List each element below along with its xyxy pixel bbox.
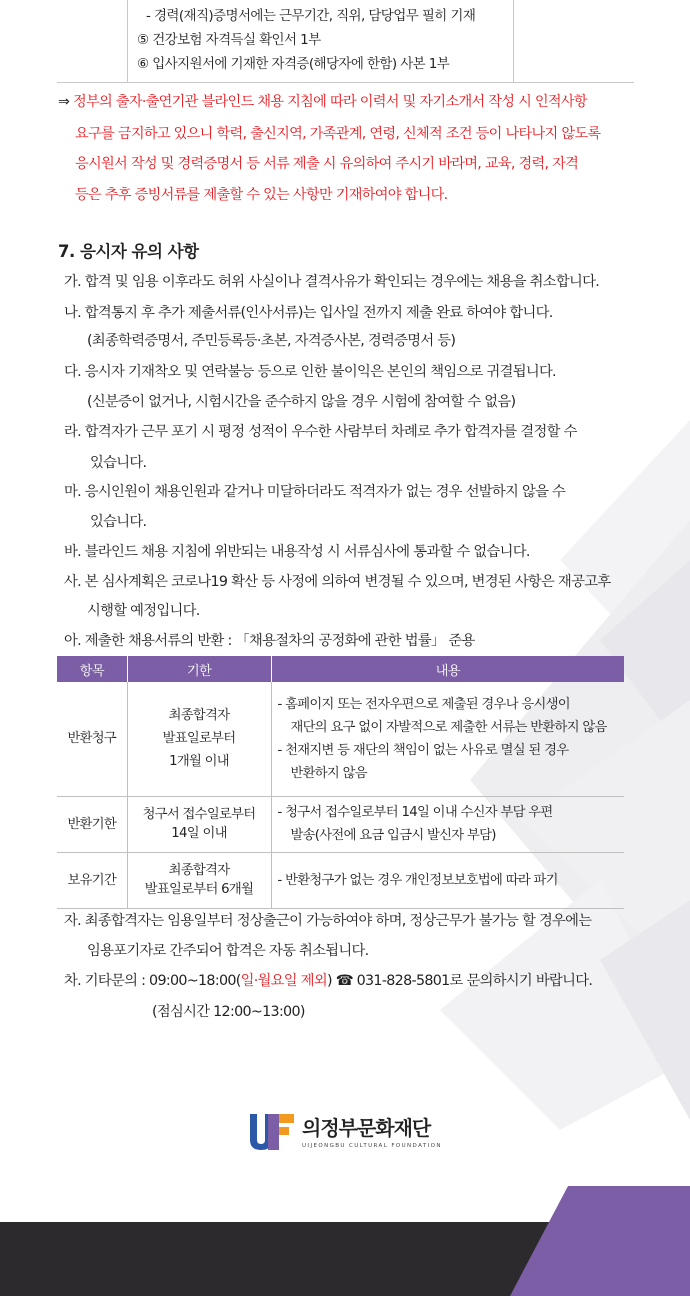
doc-line: ⑥ 입사지원서에 기재한 자격증(해당자에 한함) 사본 1부 <box>137 56 450 72</box>
doc-line: - 경력(재직)증명서에는 근무기간, 직위, 담당업무 필히 기재 <box>146 8 476 24</box>
blind-hiring-notice: ⇒ 정부의 출자·출연기관 블라인드 채용 지침에 따라 이력서 및 자기소개서 작성 시 인적사항 <box>58 94 587 110</box>
notice-line: 요구를 금지하고 있으니 학력, 출신지역, 가족관계, 연령, 신체적 조건 등이 나타나지 않도록 <box>75 126 601 142</box>
notice-item-da: 다. 응시자 기재착오 및 연락불능 등으로 인한 불이익은 본인의 책임으로 귀결됩니다. <box>64 364 556 380</box>
notice-item-ba: 바. 블라인드 채용 지침에 위반되는 내용작성 시 서류심사에 통과할 수 없습니다. <box>64 544 530 560</box>
document-return-table <box>57 656 624 909</box>
notice-item-ra-cont: 있습니다. <box>90 455 147 471</box>
row-period: 최종합격자 발표일로부터 1개월 이내 <box>127 682 271 796</box>
notice-item-ja-cont: 임용포기자로 간주되어 합격은 자동 취소됩니다. <box>87 943 369 959</box>
row-period: 청구서 접수일로부터 14일 이내 <box>127 796 271 852</box>
table-row <box>57 852 624 908</box>
row-content: - 홈페이지 또는 전자우편으로 제출된 경우나 응시생이 재단의 요구 없이 자발적으로 제출한 서류는 반환하지 않음 - 천재지변 등 재단의 책임이 없는 사유로 멸실 된 경우 반환하지 않음 <box>271 682 624 796</box>
lunch-hours: (점심시간 12:00~13:00) <box>152 1004 305 1020</box>
row-period: 최종합격자 발표일로부터 6개월 <box>127 852 271 908</box>
arrow-icon: ⇒ <box>58 94 70 110</box>
row-content: - 청구서 접수일로부터 14일 이내 수신자 부담 우편 발송(사전에 요금 입금시 발신자 부담) <box>271 796 624 852</box>
table-row <box>57 796 624 852</box>
notice-line: 등은 추후 증빙서류를 제출할 수 있는 사항만 기재하여야 합니다. <box>75 187 448 203</box>
notice-item-a: 아. 제출한 채용서류의 반환 : 「채용절차의 공정화에 관한 법률」 준용 <box>64 633 475 649</box>
notice-item-sa: 사. 본 심사계획은 코로나19 확산 등 사정에 의하여 변경될 수 있으며, 변경된 사항은 재공고후 <box>64 574 611 590</box>
notice-item-na-detail: (최종학력증명서, 주민등록등·초본, 자격증사본, 경력증명서 등) <box>87 333 456 349</box>
header-period: 기한 <box>127 656 271 682</box>
header-content: 내용 <box>271 656 624 682</box>
notice-item-ra: 라. 합격자가 근무 포기 시 평정 성적이 우수한 사람부터 차례로 추가 합격자를 결정할 수 <box>64 424 577 440</box>
logo-subtitle: UIJEONGBU CULTURAL FOUNDATION <box>302 1143 442 1149</box>
notice-item-ma-cont: 있습니다. <box>90 514 147 530</box>
notice-item-cha: 차. 기타문의 : 09:00~18:00(일·월요일 제외) ☎ 031-828-5801로 문의하시기 바랍니다. <box>64 973 593 989</box>
notice-item-ga: 가. 합격 및 임용 이후라도 허위 사실이나 결격사유가 확인되는 경우에는 채용을 취소합니다. <box>64 274 600 290</box>
notice-item-ma: 마. 응시인원이 채용인원과 같거나 미달하더라도 적격자가 없는 경우 선발하지 않을 수 <box>64 484 566 500</box>
notice-item-sa-cont: 시행할 예정입니다. <box>87 603 200 619</box>
doc-line: ⑤ 건강보험 자격득실 확인서 1부 <box>137 32 321 48</box>
notice-item-da-detail: (신분증이 없거나, 시험시간을 준수하지 않을 경우 시험에 참여할 수 없음) <box>87 394 516 410</box>
logo-name: 의정부문화재단 <box>302 1116 431 1140</box>
notice-item-ja: 자. 최종합격자는 임용일부터 정상출근이 가능하여야 하며, 정상근무가 불가능 할 경우에는 <box>64 913 592 929</box>
notice-line: 응시원서 작성 및 경력증명서 등 서류 제출 시 유의하여 주시기 바라며, 교육, 경력, 자격 <box>75 156 579 172</box>
logo-mark-icon <box>250 1112 296 1152</box>
row-item: 보유기간 <box>57 852 127 908</box>
row-content: - 반환청구가 없는 경우 개인정보보호법에 따라 파기 <box>271 852 624 908</box>
table-row <box>57 682 624 796</box>
notice-item-na: 나. 합격통지 후 추가 제출서류(인사서류)는 입사일 전까지 제출 완료 하여야 합니다. <box>64 305 553 321</box>
header-item: 항목 <box>57 656 127 682</box>
row-item: 반환청구 <box>57 682 127 796</box>
section-title: 7. 응시자 유의 사항 <box>58 242 199 261</box>
foundation-logo <box>250 1112 450 1154</box>
table-header-row <box>57 656 624 682</box>
row-item: 반환기한 <box>57 796 127 852</box>
footer-accent <box>0 1186 690 1296</box>
